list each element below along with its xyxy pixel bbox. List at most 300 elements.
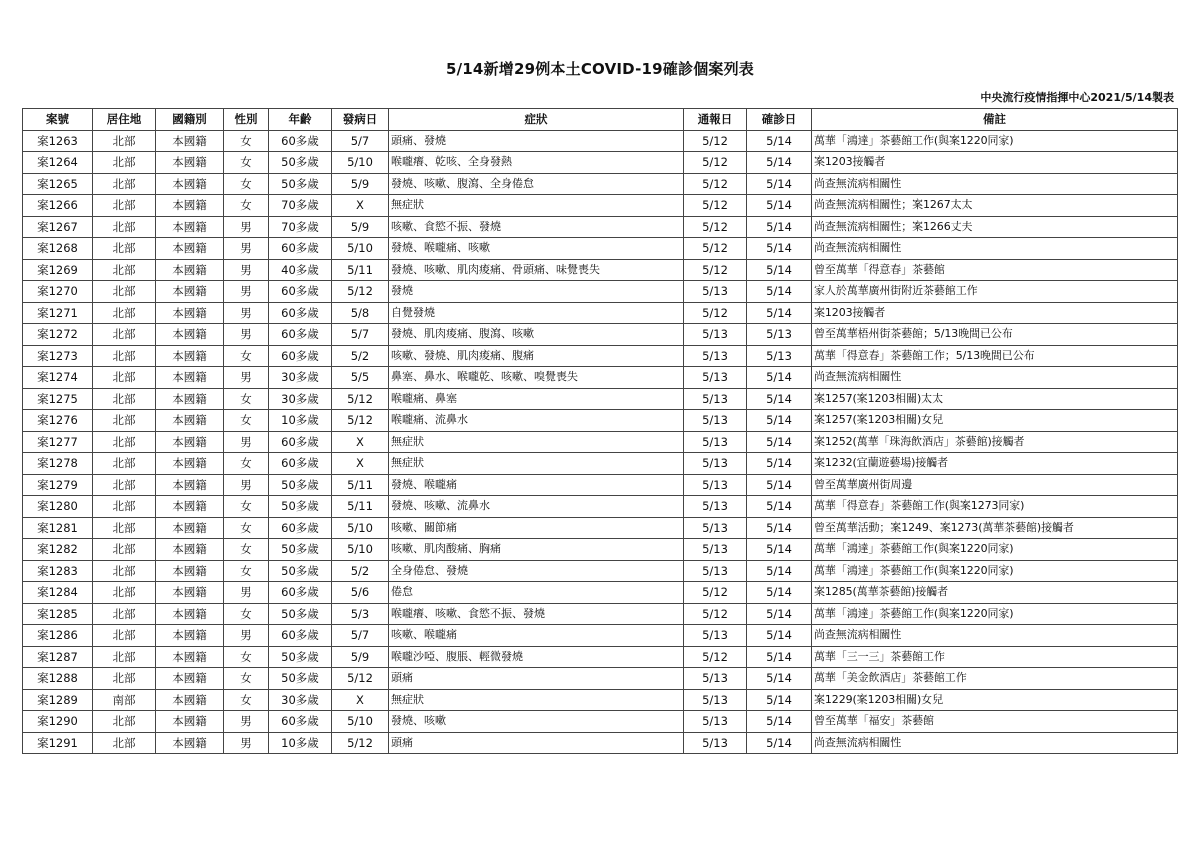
nationality-cell: 本國籍 <box>156 603 224 625</box>
sex-cell: 女 <box>224 152 269 174</box>
onset-date-cell: 5/12 <box>332 281 389 303</box>
age-cell: 50多歲 <box>269 539 332 561</box>
onset-date-cell: 5/6 <box>332 582 389 604</box>
residence-cell: 北部 <box>93 625 156 647</box>
nationality-cell: 本國籍 <box>156 539 224 561</box>
case-id-cell: 案1273 <box>23 345 93 367</box>
onset-date-cell: X <box>332 195 389 217</box>
age-cell: 30多歲 <box>269 367 332 389</box>
age-cell: 30多歲 <box>269 388 332 410</box>
table-row <box>23 302 1178 324</box>
confirm-date-cell: 5/14 <box>747 281 812 303</box>
case-id-cell: 案1281 <box>23 517 93 539</box>
report-date-cell: 5/12 <box>684 302 747 324</box>
case-id-cell: 案1279 <box>23 474 93 496</box>
nationality-cell: 本國籍 <box>156 646 224 668</box>
remarks-cell: 家人於萬華廣州街附近茶藝館工作 <box>812 281 1178 303</box>
residence-cell: 南部 <box>93 689 156 711</box>
sex-cell: 女 <box>224 517 269 539</box>
onset-date-cell: 5/5 <box>332 367 389 389</box>
report-date-cell: 5/13 <box>684 668 747 690</box>
symptoms-cell: 咳嗽、喉嚨痛 <box>389 625 684 647</box>
confirm-date-cell: 5/14 <box>747 453 812 475</box>
remarks-cell: 案1285(萬華茶藝館)接觸者 <box>812 582 1178 604</box>
case-id-cell: 案1271 <box>23 302 93 324</box>
remarks-cell: 萬華「三一三」茶藝館工作 <box>812 646 1178 668</box>
case-id-cell: 案1287 <box>23 646 93 668</box>
remarks-cell: 萬華「鴻達」茶藝館工作(與案1220同家) <box>812 603 1178 625</box>
symptoms-cell: 喉嚨癢、乾咳、全身發熱 <box>389 152 684 174</box>
sex-cell: 男 <box>224 302 269 324</box>
case-id-cell: 案1269 <box>23 259 93 281</box>
case-id-cell: 案1280 <box>23 496 93 518</box>
case-id-cell: 案1285 <box>23 603 93 625</box>
report-date-cell: 5/13 <box>684 539 747 561</box>
table-row <box>23 130 1178 152</box>
case-id-cell: 案1268 <box>23 238 93 260</box>
table-row <box>23 646 1178 668</box>
onset-date-cell: 5/7 <box>332 324 389 346</box>
age-cell: 60多歲 <box>269 582 332 604</box>
nationality-cell: 本國籍 <box>156 668 224 690</box>
onset-date-cell: 5/12 <box>332 732 389 754</box>
table-row <box>23 345 1178 367</box>
age-cell: 30多歲 <box>269 689 332 711</box>
confirm-date-cell: 5/14 <box>747 646 812 668</box>
confirm-date-cell: 5/14 <box>747 259 812 281</box>
sex-cell: 女 <box>224 646 269 668</box>
sex-cell: 女 <box>224 603 269 625</box>
remarks-cell: 尚查無流病相關性 <box>812 367 1178 389</box>
residence-cell: 北部 <box>93 324 156 346</box>
table-row <box>23 496 1178 518</box>
table-row <box>23 431 1178 453</box>
confirm-date-cell: 5/14 <box>747 560 812 582</box>
residence-cell: 北部 <box>93 152 156 174</box>
residence-cell: 北部 <box>93 517 156 539</box>
sex-cell: 女 <box>224 689 269 711</box>
report-date-cell: 5/12 <box>684 259 747 281</box>
confirm-date-cell: 5/14 <box>747 517 812 539</box>
age-cell: 50多歲 <box>269 173 332 195</box>
nationality-cell: 本國籍 <box>156 259 224 281</box>
residence-cell: 北部 <box>93 582 156 604</box>
residence-cell: 北部 <box>93 259 156 281</box>
age-cell: 60多歲 <box>269 281 332 303</box>
confirm-date-cell: 5/14 <box>747 367 812 389</box>
nationality-cell: 本國籍 <box>156 281 224 303</box>
case-table-body <box>23 130 1178 754</box>
case-id-cell: 案1272 <box>23 324 93 346</box>
remarks-cell: 尚查無流病相關性 <box>812 173 1178 195</box>
case-id-cell: 案1267 <box>23 216 93 238</box>
table-row <box>23 603 1178 625</box>
onset-date-cell: 5/10 <box>332 517 389 539</box>
report-date-cell: 5/13 <box>684 474 747 496</box>
remarks-cell: 案1257(案1203相關)女兒 <box>812 410 1178 432</box>
nationality-cell: 本國籍 <box>156 689 224 711</box>
residence-cell: 北部 <box>93 711 156 733</box>
report-date-cell: 5/12 <box>684 173 747 195</box>
report-date-cell: 5/13 <box>684 345 747 367</box>
age-cell: 60多歲 <box>269 517 332 539</box>
sex-cell: 男 <box>224 582 269 604</box>
case-id-cell: 案1277 <box>23 431 93 453</box>
age-cell: 60多歲 <box>269 453 332 475</box>
residence-cell: 北部 <box>93 539 156 561</box>
case-id-cell: 案1276 <box>23 410 93 432</box>
confirm-date-cell: 5/13 <box>747 324 812 346</box>
column-header-sex: 性別 <box>224 109 269 131</box>
age-cell: 60多歲 <box>269 711 332 733</box>
sex-cell: 男 <box>224 711 269 733</box>
onset-date-cell: 5/10 <box>332 152 389 174</box>
nationality-cell: 本國籍 <box>156 496 224 518</box>
report-date-cell: 5/13 <box>684 689 747 711</box>
case-id-cell: 案1283 <box>23 560 93 582</box>
age-cell: 40多歲 <box>269 259 332 281</box>
age-cell: 60多歲 <box>269 238 332 260</box>
nationality-cell: 本國籍 <box>156 345 224 367</box>
nationality-cell: 本國籍 <box>156 152 224 174</box>
confirm-date-cell: 5/14 <box>747 130 812 152</box>
residence-cell: 北部 <box>93 431 156 453</box>
residence-cell: 北部 <box>93 646 156 668</box>
symptoms-cell: 發燒、喉嚨痛、咳嗽 <box>389 238 684 260</box>
sex-cell: 女 <box>224 173 269 195</box>
case-id-cell: 案1263 <box>23 130 93 152</box>
report-date-cell: 5/12 <box>684 238 747 260</box>
confirm-date-cell: 5/14 <box>747 539 812 561</box>
age-cell: 60多歲 <box>269 324 332 346</box>
case-id-cell: 案1264 <box>23 152 93 174</box>
onset-date-cell: X <box>332 453 389 475</box>
symptoms-cell: 喉嚨痛、鼻塞 <box>389 388 684 410</box>
nationality-cell: 本國籍 <box>156 517 224 539</box>
age-cell: 50多歲 <box>269 474 332 496</box>
table-header-row <box>23 109 1178 131</box>
table-row <box>23 216 1178 238</box>
table-row <box>23 281 1178 303</box>
case-id-cell: 案1266 <box>23 195 93 217</box>
nationality-cell: 本國籍 <box>156 625 224 647</box>
residence-cell: 北部 <box>93 732 156 754</box>
case-id-cell: 案1274 <box>23 367 93 389</box>
report-date-cell: 5/12 <box>684 130 747 152</box>
nationality-cell: 本國籍 <box>156 367 224 389</box>
symptoms-cell: 頭痛 <box>389 732 684 754</box>
residence-cell: 北部 <box>93 474 156 496</box>
remarks-cell: 萬華「鴻達」茶藝館工作(與案1220同家) <box>812 130 1178 152</box>
sex-cell: 女 <box>224 130 269 152</box>
case-id-cell: 案1290 <box>23 711 93 733</box>
case-id-cell: 案1275 <box>23 388 93 410</box>
confirm-date-cell: 5/14 <box>747 238 812 260</box>
report-date-cell: 5/12 <box>684 603 747 625</box>
residence-cell: 北部 <box>93 560 156 582</box>
remarks-cell: 案1229(案1203相關)女兒 <box>812 689 1178 711</box>
remarks-cell: 尚查無流病相關性；案1266丈夫 <box>812 216 1178 238</box>
table-row <box>23 152 1178 174</box>
remarks-cell: 萬華「美金飲酒店」茶藝館工作 <box>812 668 1178 690</box>
confirm-date-cell: 5/14 <box>747 388 812 410</box>
remarks-cell: 萬華「鴻達」茶藝館工作(與案1220同家) <box>812 539 1178 561</box>
remarks-cell: 案1232(宜蘭遊藝場)接觸者 <box>812 453 1178 475</box>
sex-cell: 女 <box>224 195 269 217</box>
symptoms-cell: 咳嗽、關節痛 <box>389 517 684 539</box>
sex-cell: 女 <box>224 496 269 518</box>
report-date-cell: 5/13 <box>684 560 747 582</box>
report-date-cell: 5/12 <box>684 216 747 238</box>
nationality-cell: 本國籍 <box>156 238 224 260</box>
residence-cell: 北部 <box>93 668 156 690</box>
sex-cell: 男 <box>224 367 269 389</box>
age-cell: 60多歲 <box>269 130 332 152</box>
confirm-date-cell: 5/14 <box>747 431 812 453</box>
symptoms-cell: 發燒、咳嗽、腹瀉、全身倦怠 <box>389 173 684 195</box>
symptoms-cell: 咳嗽、發燒、肌肉痠痛、腹痛 <box>389 345 684 367</box>
table-row <box>23 689 1178 711</box>
table-row <box>23 367 1178 389</box>
sex-cell: 男 <box>224 625 269 647</box>
nationality-cell: 本國籍 <box>156 711 224 733</box>
column-header-confirm-date: 確診日 <box>747 109 812 131</box>
report-date-cell: 5/13 <box>684 367 747 389</box>
sex-cell: 女 <box>224 668 269 690</box>
age-cell: 60多歲 <box>269 625 332 647</box>
case-id-cell: 案1286 <box>23 625 93 647</box>
table-row <box>23 259 1178 281</box>
residence-cell: 北部 <box>93 130 156 152</box>
case-id-cell: 案1284 <box>23 582 93 604</box>
onset-date-cell: 5/12 <box>332 410 389 432</box>
age-cell: 60多歲 <box>269 302 332 324</box>
page-title: 5/14新增29例本土COVID-19確診個案列表 <box>445 60 755 78</box>
report-date-cell: 5/13 <box>684 625 747 647</box>
symptoms-cell: 喉嚨癢、咳嗽、食慾不振、發燒 <box>389 603 684 625</box>
onset-date-cell: 5/3 <box>332 603 389 625</box>
onset-date-cell: 5/7 <box>332 625 389 647</box>
symptoms-cell: 自覺發燒 <box>389 302 684 324</box>
report-date-cell: 5/12 <box>684 646 747 668</box>
age-cell: 50多歲 <box>269 496 332 518</box>
onset-date-cell: 5/8 <box>332 302 389 324</box>
symptoms-cell: 無症狀 <box>389 431 684 453</box>
symptoms-cell: 無症狀 <box>389 453 684 475</box>
confirm-date-cell: 5/14 <box>747 152 812 174</box>
onset-date-cell: 5/12 <box>332 668 389 690</box>
age-cell: 10多歲 <box>269 732 332 754</box>
remarks-cell: 萬華「鴻達」茶藝館工作(與案1220同家) <box>812 560 1178 582</box>
report-date-cell: 5/12 <box>684 152 747 174</box>
age-cell: 50多歲 <box>269 152 332 174</box>
onset-date-cell: 5/11 <box>332 496 389 518</box>
symptoms-cell: 無症狀 <box>389 195 684 217</box>
onset-date-cell: 5/12 <box>332 388 389 410</box>
residence-cell: 北部 <box>93 367 156 389</box>
confirm-date-cell: 5/14 <box>747 625 812 647</box>
age-cell: 50多歲 <box>269 668 332 690</box>
sex-cell: 男 <box>224 732 269 754</box>
report-date-cell: 5/13 <box>684 431 747 453</box>
issuer-note: 中央流行疫情指揮中心2021/5/14製表 <box>980 91 1174 104</box>
residence-cell: 北部 <box>93 195 156 217</box>
symptoms-cell: 發燒、肌肉痠痛、腹瀉、咳嗽 <box>389 324 684 346</box>
table-row <box>23 517 1178 539</box>
residence-cell: 北部 <box>93 453 156 475</box>
table-row <box>23 625 1178 647</box>
age-cell: 10多歲 <box>269 410 332 432</box>
onset-date-cell: 5/9 <box>332 646 389 668</box>
onset-date-cell: 5/10 <box>332 711 389 733</box>
nationality-cell: 本國籍 <box>156 216 224 238</box>
confirm-date-cell: 5/14 <box>747 711 812 733</box>
sex-cell: 女 <box>224 410 269 432</box>
onset-date-cell: 5/9 <box>332 173 389 195</box>
nationality-cell: 本國籍 <box>156 474 224 496</box>
case-id-cell: 案1289 <box>23 689 93 711</box>
onset-date-cell: 5/2 <box>332 345 389 367</box>
table-row <box>23 668 1178 690</box>
report-date-cell: 5/12 <box>684 195 747 217</box>
column-header-remarks: 備註 <box>812 109 1178 131</box>
column-header-case-id: 案號 <box>23 109 93 131</box>
column-header-symptoms: 症狀 <box>389 109 684 131</box>
symptoms-cell: 喉嚨痛、流鼻水 <box>389 410 684 432</box>
symptoms-cell: 咳嗽、肌肉酸痛、胸痛 <box>389 539 684 561</box>
symptoms-cell: 無症狀 <box>389 689 684 711</box>
residence-cell: 北部 <box>93 216 156 238</box>
confirm-date-cell: 5/14 <box>747 668 812 690</box>
sex-cell: 男 <box>224 238 269 260</box>
nationality-cell: 本國籍 <box>156 732 224 754</box>
report-date-cell: 5/13 <box>684 281 747 303</box>
remarks-cell: 萬華「得意春」茶藝館工作；5/13晚間已公布 <box>812 345 1178 367</box>
age-cell: 50多歲 <box>269 603 332 625</box>
nationality-cell: 本國籍 <box>156 431 224 453</box>
symptoms-cell: 頭痛、發燒 <box>389 130 684 152</box>
symptoms-cell: 發燒、咳嗽、肌肉痠痛、骨頭痛、味覺喪失 <box>389 259 684 281</box>
sex-cell: 女 <box>224 345 269 367</box>
remarks-cell: 尚查無流病相關性 <box>812 732 1178 754</box>
nationality-cell: 本國籍 <box>156 560 224 582</box>
symptoms-cell: 發燒、咳嗽、流鼻水 <box>389 496 684 518</box>
symptoms-cell: 喉嚨沙啞、腹脹、輕微發燒 <box>389 646 684 668</box>
residence-cell: 北部 <box>93 281 156 303</box>
nationality-cell: 本國籍 <box>156 302 224 324</box>
report-date-cell: 5/13 <box>684 453 747 475</box>
table-row <box>23 324 1178 346</box>
sex-cell: 男 <box>224 281 269 303</box>
remarks-cell: 曾至萬華梧州街茶藝館；5/13晚間已公布 <box>812 324 1178 346</box>
remarks-cell: 尚查無流病相關性 <box>812 625 1178 647</box>
case-id-cell: 案1288 <box>23 668 93 690</box>
onset-date-cell: 5/11 <box>332 259 389 281</box>
column-header-nationality: 國籍別 <box>156 109 224 131</box>
sex-cell: 女 <box>224 560 269 582</box>
nationality-cell: 本國籍 <box>156 195 224 217</box>
table-row <box>23 582 1178 604</box>
case-id-cell: 案1282 <box>23 539 93 561</box>
confirm-date-cell: 5/14 <box>747 173 812 195</box>
sex-cell: 女 <box>224 453 269 475</box>
residence-cell: 北部 <box>93 388 156 410</box>
sex-cell: 女 <box>224 539 269 561</box>
nationality-cell: 本國籍 <box>156 388 224 410</box>
residence-cell: 北部 <box>93 238 156 260</box>
report-date-cell: 5/13 <box>684 496 747 518</box>
case-id-cell: 案1291 <box>23 732 93 754</box>
onset-date-cell: 5/10 <box>332 238 389 260</box>
table-row <box>23 195 1178 217</box>
remarks-cell: 案1252(萬華「珠海飲酒店」茶藝館)接觸者 <box>812 431 1178 453</box>
confirm-date-cell: 5/14 <box>747 195 812 217</box>
remarks-cell: 曾至萬華活動；案1249、案1273(萬華茶藝館)接觸者 <box>812 517 1178 539</box>
case-id-cell: 案1278 <box>23 453 93 475</box>
column-header-age: 年齡 <box>269 109 332 131</box>
table-row <box>23 732 1178 754</box>
remarks-cell: 案1257(案1203相關)太太 <box>812 388 1178 410</box>
table-row <box>23 453 1178 475</box>
remarks-cell: 案1203接觸者 <box>812 302 1178 324</box>
nationality-cell: 本國籍 <box>156 582 224 604</box>
symptoms-cell: 倦怠 <box>389 582 684 604</box>
onset-date-cell: 5/10 <box>332 539 389 561</box>
onset-date-cell: 5/2 <box>332 560 389 582</box>
onset-date-cell: 5/9 <box>332 216 389 238</box>
nationality-cell: 本國籍 <box>156 453 224 475</box>
table-row <box>23 173 1178 195</box>
remarks-cell: 萬華「得意春」茶藝館工作(與案1273同家) <box>812 496 1178 518</box>
confirm-date-cell: 5/14 <box>747 496 812 518</box>
onset-date-cell: X <box>332 431 389 453</box>
symptoms-cell: 鼻塞、鼻水、喉嚨乾、咳嗽、嗅覺喪失 <box>389 367 684 389</box>
confirm-date-cell: 5/14 <box>747 474 812 496</box>
residence-cell: 北部 <box>93 302 156 324</box>
report-date-cell: 5/13 <box>684 732 747 754</box>
residence-cell: 北部 <box>93 173 156 195</box>
report-date-cell: 5/13 <box>684 324 747 346</box>
sex-cell: 男 <box>224 474 269 496</box>
confirm-date-cell: 5/14 <box>747 302 812 324</box>
column-header-onset-date: 發病日 <box>332 109 389 131</box>
age-cell: 50多歲 <box>269 560 332 582</box>
case-table <box>22 108 1178 754</box>
nationality-cell: 本國籍 <box>156 173 224 195</box>
confirm-date-cell: 5/14 <box>747 689 812 711</box>
onset-date-cell: X <box>332 689 389 711</box>
remarks-cell: 曾至萬華廣州街周邊 <box>812 474 1178 496</box>
report-date-cell: 5/13 <box>684 388 747 410</box>
remarks-cell: 案1203接觸者 <box>812 152 1178 174</box>
nationality-cell: 本國籍 <box>156 130 224 152</box>
column-header-residence: 居住地 <box>93 109 156 131</box>
remarks-cell: 曾至萬華「得意春」茶藝館 <box>812 259 1178 281</box>
residence-cell: 北部 <box>93 410 156 432</box>
table-row <box>23 560 1178 582</box>
case-id-cell: 案1270 <box>23 281 93 303</box>
age-cell: 60多歲 <box>269 431 332 453</box>
remarks-cell: 曾至萬華「福安」茶藝館 <box>812 711 1178 733</box>
residence-cell: 北部 <box>93 345 156 367</box>
symptoms-cell: 發燒、喉嚨痛 <box>389 474 684 496</box>
table-row <box>23 539 1178 561</box>
age-cell: 70多歲 <box>269 216 332 238</box>
case-id-cell: 案1265 <box>23 173 93 195</box>
age-cell: 70多歲 <box>269 195 332 217</box>
table-row <box>23 410 1178 432</box>
symptoms-cell: 咳嗽、食慾不振、發燒 <box>389 216 684 238</box>
